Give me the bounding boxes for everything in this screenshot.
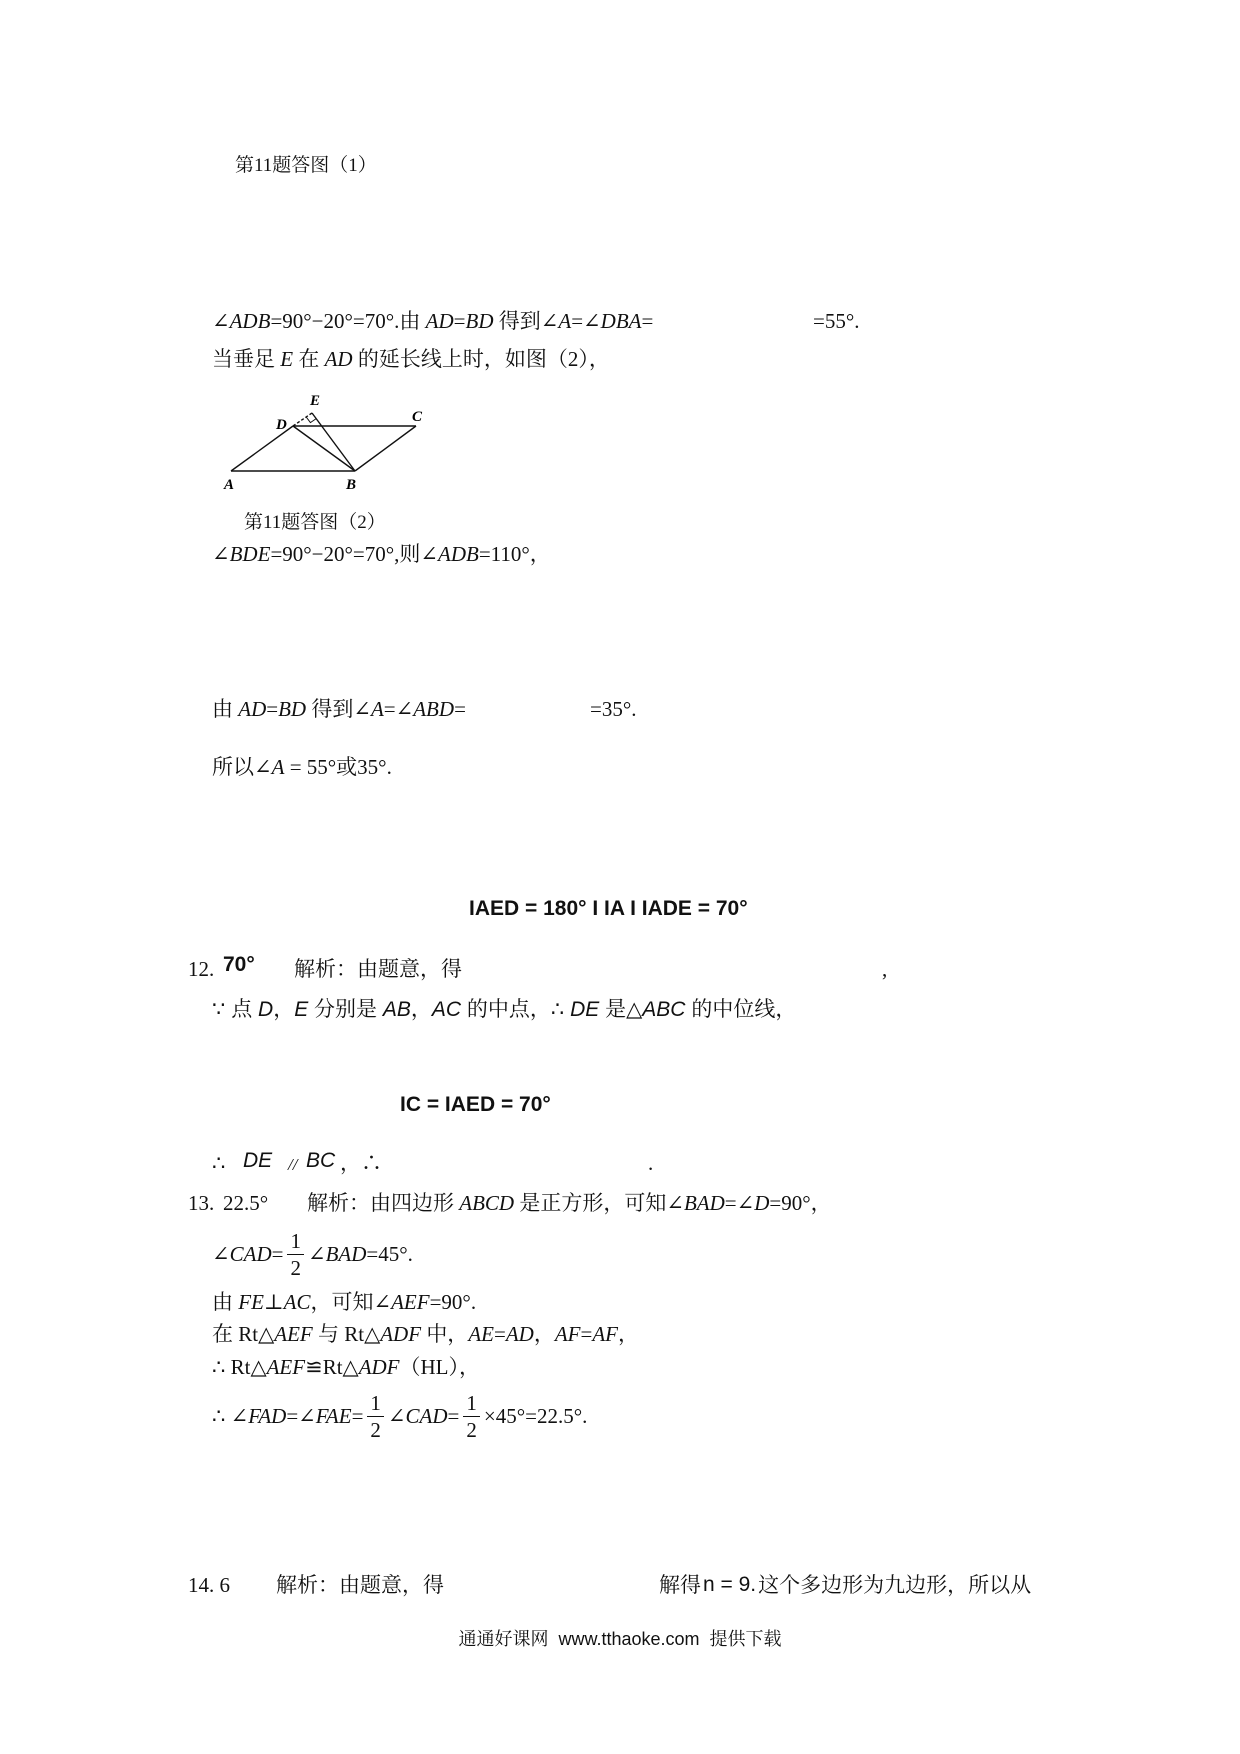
therefore-symbol: ∴ (212, 1151, 226, 1175)
q13-line-cad (212, 1225, 413, 1283)
text-segment: 与 Rt△ (312, 1322, 381, 1346)
n-value: n = 9. (703, 1573, 757, 1596)
text-segment: 得到∠ (306, 697, 371, 721)
q14-number: 14. 6 (188, 1573, 230, 1597)
text-segment: 这个多边形为九边形，所以从 (758, 1573, 1032, 1597)
math-variable: ABD (413, 697, 455, 721)
label-e: E (310, 393, 321, 409)
q14-intro: 解析：由题意，得 (276, 1573, 444, 1597)
math-variable: FAD (248, 1404, 287, 1428)
fraction-numerator: 1 (287, 1228, 304, 1255)
math-variable: AF (592, 1322, 618, 1346)
q11-line-abd (212, 696, 466, 722)
q13-line-congruent (212, 1354, 480, 1380)
q12-comma: , (882, 957, 888, 981)
text-segment: =45°. (366, 1242, 413, 1266)
text-segment: 解析：由四边形 (307, 1191, 460, 1215)
fraction-denominator: 2 (290, 1255, 301, 1280)
text-segment: 的中位线， (685, 998, 797, 1021)
q11-line-bde (212, 541, 551, 567)
period: . (648, 1151, 654, 1175)
text-segment: 当垂足 (212, 347, 281, 371)
math-variable: BAD (325, 1242, 367, 1266)
q11-line-extension (212, 346, 610, 372)
text-segment: 在 (293, 347, 325, 371)
q11-line-adb (212, 308, 653, 334)
text-segment: 中， (421, 1322, 469, 1346)
fraction-denominator: 2 (466, 1417, 477, 1442)
text-segment: ∠ (212, 1242, 230, 1266)
q12-line-midline (212, 997, 796, 1023)
text-segment: ∴ ∠ (212, 1404, 249, 1428)
math-variable: AD (238, 697, 267, 721)
text-segment: ，可知∠ (310, 1290, 392, 1314)
math-variable: ADB (229, 309, 271, 333)
fraction-numerator: 1 (367, 1390, 384, 1417)
text-segment: ∠ (307, 1242, 326, 1266)
text-segment: 分别是 (308, 998, 383, 1021)
right-angle-mark (306, 417, 316, 423)
math-variable: AE (468, 1322, 494, 1346)
text-segment: =90°， (769, 1191, 832, 1215)
math-variable: E (294, 998, 309, 1021)
text-segment: 解得 (659, 1573, 701, 1597)
math-variable: AEF (266, 1355, 306, 1379)
fraction-numerator: 1 (463, 1390, 480, 1417)
q13-answer: 22.5° (223, 1191, 269, 1215)
math-variable: CAD (405, 1404, 448, 1428)
segment-be (312, 413, 355, 471)
label-d: D (276, 417, 287, 433)
math-variable: ADF (358, 1355, 400, 1379)
q13-line-rt (212, 1321, 639, 1347)
text-segment: 的中点，∴ (461, 998, 571, 1021)
text-segment: ×45°=22.5°. (483, 1404, 588, 1428)
segment-bd (293, 426, 355, 471)
math-variable: AEF (391, 1290, 430, 1314)
q11-abd-result: =35°. (590, 697, 637, 721)
text-segment: （HL）， (399, 1355, 481, 1379)
math-variable: AB (382, 998, 411, 1021)
text-segment: = (641, 309, 654, 333)
math-variable: ADF (380, 1322, 422, 1346)
label-b: B (346, 477, 357, 493)
text-segment: = 55°或35°. (284, 755, 392, 779)
figure2-caption: 第11题答图（2） (244, 512, 386, 533)
text-segment: = (454, 697, 466, 721)
math-variable: AD (324, 347, 353, 371)
equation-aed: IAED = 180° I IA I IADE = 70° (469, 897, 748, 920)
math-variable: BAD (683, 1191, 725, 1215)
math-variable: FE (238, 1290, 264, 1314)
text-segment: 由 (212, 697, 239, 721)
text-segment: 所以∠ (212, 755, 272, 779)
math-variable: A (271, 755, 285, 779)
text-segment: ， (533, 1322, 555, 1346)
math-variable: BC (306, 1149, 336, 1172)
text-segment: 是正方形，可知∠ (514, 1191, 684, 1215)
text-segment: 的延长线上时，如图（2）， (352, 347, 610, 371)
text-segment: 是△ (599, 998, 643, 1021)
fraction-denominator: 2 (370, 1417, 381, 1442)
math-variable: BD (465, 309, 494, 333)
text-segment: ⊥ (263, 1290, 284, 1314)
text-segment: = (580, 1322, 593, 1346)
page-footer: 通通好课网 www.tthaoke.com 提供下载 (458, 1629, 782, 1649)
equation-c: IC = IAED = 70° (400, 1093, 551, 1116)
text-segment: = (271, 1242, 284, 1266)
text-segment: = (351, 1404, 364, 1428)
text-segment: 在 Rt△ (212, 1322, 275, 1346)
math-variable: CAD (229, 1242, 272, 1266)
text-segment: ， (617, 1322, 639, 1346)
text-segment: =90°−20°=70°.由 (270, 309, 426, 333)
fraction (367, 1390, 384, 1443)
parallel-symbol: // (288, 1155, 298, 1174)
q13-line-fad (212, 1386, 587, 1446)
label-c: C (412, 409, 423, 425)
segment-de-extension (293, 413, 312, 426)
figure2-diagram (200, 385, 450, 500)
text-segment: ， (410, 998, 432, 1021)
text-segment: = (266, 697, 279, 721)
therefore-symbol: ，∴ (340, 1151, 382, 1175)
text-segment: = (453, 309, 466, 333)
math-variable: FAE (315, 1404, 352, 1428)
text-segment: ∵ 点 (212, 998, 259, 1021)
q13-line-fe (212, 1289, 476, 1315)
q13-number: 13. (188, 1191, 215, 1215)
text-segment: =90°−20°=70°,则∠ (270, 542, 439, 566)
text-segment: ∴ Rt△ (212, 1355, 267, 1379)
segment-bc (355, 426, 416, 471)
text-segment: = (447, 1404, 460, 1428)
figure1-caption: 第11题答图（1） (235, 155, 377, 176)
math-variable: DE (570, 998, 600, 1021)
text-segment: =∠ (724, 1191, 755, 1215)
q11-conclusion (212, 754, 392, 780)
math-variable: ABCD (459, 1191, 515, 1215)
text-segment: ≌Rt△ (305, 1355, 359, 1379)
text-segment: 由 (212, 1290, 239, 1314)
text-segment: ∠ (212, 309, 230, 333)
q12-number: 12. (188, 957, 215, 981)
math-variable: ADB (438, 542, 479, 566)
math-variable: D (754, 1191, 770, 1215)
q11-adb-result: =55°. (813, 309, 860, 333)
text-segment: ∠ (387, 1404, 406, 1428)
math-variable: BD (278, 697, 307, 721)
text-segment: =∠ (571, 309, 601, 333)
math-variable: AEF (274, 1322, 313, 1346)
text-segment: =110°， (478, 542, 551, 566)
math-variable: A (558, 309, 572, 333)
math-variable: AC (431, 998, 462, 1021)
math-variable: E (280, 347, 294, 371)
text-segment: = (493, 1322, 506, 1346)
q13-line-square (307, 1190, 832, 1216)
q12-answer: 70° (223, 953, 255, 976)
math-variable: D (258, 998, 274, 1021)
math-variable: AD (425, 309, 454, 333)
fraction (463, 1390, 480, 1443)
text-segment: =∠ (383, 697, 414, 721)
q12-intro: 解析：由题意，得 (294, 957, 462, 981)
q14-line-solve (659, 1572, 1031, 1598)
fraction (287, 1228, 304, 1281)
text-segment: ∠ (212, 542, 230, 566)
math-variable: DE (243, 1149, 273, 1172)
text-segment: =90°. (429, 1290, 477, 1314)
math-variable: AC (283, 1290, 311, 1314)
text-segment: =∠ (286, 1404, 316, 1428)
math-variable: BDE (229, 542, 271, 566)
math-variable: AF (554, 1322, 581, 1346)
label-a: A (224, 477, 235, 493)
math-variable: DBA (600, 309, 642, 333)
math-variable: AD (505, 1322, 534, 1346)
text-segment: 得到∠ (493, 309, 559, 333)
math-variable: ABC (642, 998, 686, 1021)
math-variable: A (370, 697, 384, 721)
text-segment: ， (273, 998, 295, 1021)
